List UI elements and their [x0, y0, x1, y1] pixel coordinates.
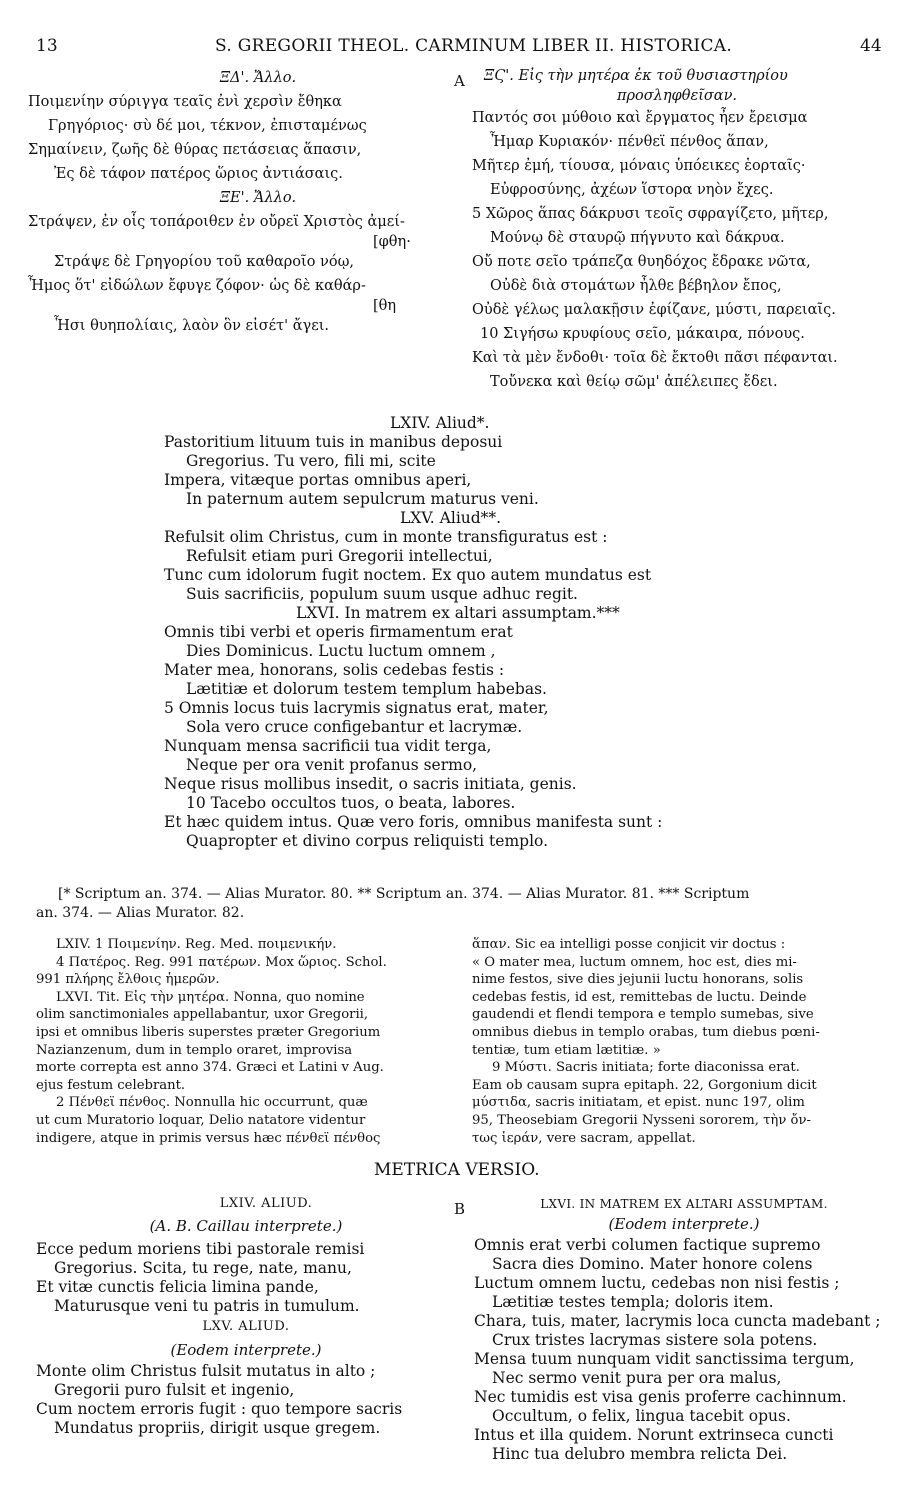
heading-lxiv-text: LXIV. Aliud*. — [390, 414, 490, 432]
note-line: 991 πλήρης ἔλθοις ἡμερῶν. — [36, 972, 220, 988]
verse-line: Suis sacrificiis, populum suum usque adhuc regit. — [186, 585, 578, 603]
verse-line: Mensa tuum nunquam vidit sanctissima tergum, — [474, 1350, 855, 1368]
verse-line: Intus et illa quidem. Norunt extrinseca cuncti — [474, 1426, 834, 1444]
notes-right-column — [472, 936, 892, 1147]
metrica-left-column — [36, 1196, 456, 1438]
note-line: LXIV. 1 Ποιμενίην. Reg. Med. ποιμενικήν. — [56, 937, 337, 952]
verse-line: Neque risus mollibus insedit, o sacris initiata, genis. — [164, 775, 577, 793]
verse-line: Ecce pedum moriens tibi pastorale remisi — [36, 1240, 365, 1258]
verse-continuation: [θη — [373, 298, 397, 314]
note-line: « O mater mea, luctum omnem, hoc est, dies mi- — [472, 954, 797, 970]
note-line: indigere, atque in primis versus hæc πένθεϊ πένθος — [36, 1130, 381, 1146]
verse-line: Mater mea, honorans, solis cedebas festis : — [164, 661, 505, 679]
verse-line: Γρηγόριος· σὺ δέ μοι, τέκνον, ἐπισταμένως — [48, 118, 367, 134]
verse-line: Dies Dominicus. Luctu luctum omnem , — [186, 642, 496, 660]
heading-lxv-aliud: LXV. ALIUD. — [202, 1319, 290, 1334]
verse-line: Luctum omnem luctu, cedebas non nisi festis ; — [474, 1274, 840, 1292]
verse-line: Σημαίνειν, ζωῆς δὲ θύρας πετάσειας ἅπασιν, — [28, 142, 362, 158]
interpreter-eodem: (Eodem interprete.) — [170, 1341, 322, 1359]
note-line: Nazianzenum, dum in templo oraret, improvisa — [36, 1042, 353, 1058]
verse-line: Ἦμαρ Κυριακόν· πένθεϊ πένθος ἅπαν, — [490, 134, 769, 150]
verse-line: Nunquam mensa sacrificii tua vidit terga, — [164, 737, 492, 755]
verse-line: Chara, tuis, mater, lacrymis loca cuncta madebant ; — [474, 1312, 881, 1330]
verse-line: Παντός σοι μύθοιο καὶ ἔργματος ἦεν ἔρεισμα — [472, 110, 808, 126]
metrica-title: METRICA VERSIO. — [374, 1160, 540, 1180]
verse-line: Monte olim Christus fulsit mutatus in alto ; — [36, 1362, 376, 1380]
verse-line: Τοὔνεκα καὶ θείῳ σῶμ' ἀπέλειπες ἔδει. — [490, 374, 778, 390]
verse-line: Gregorius. Tu vero, fili mi, scite — [186, 452, 436, 470]
verse-line: Οὐδὲ διὰ στομάτων ἦλθε βέβηλον ἔπος, — [490, 278, 782, 294]
note-line: omnibus diebus in templo orabas, tum diebus pœni- — [472, 1024, 820, 1040]
heading-lxiv-aliud: LXIV. ALIUD. — [219, 1196, 313, 1211]
note-line: nime festos, sive dies jejunii luctu honorans, solis — [472, 972, 804, 988]
verse-line: Tunc cum idolorum fugit noctem. Ex quo autem mundatus est — [164, 566, 652, 584]
interpreter-eodem: (Eodem interprete.) — [608, 1215, 760, 1233]
note-line: μύστιδα, sacris initiatam, et epist. nunc 197, olim — [472, 1095, 805, 1111]
note-line: ipsi et omnibus liberis superstes præter Gregorium — [36, 1024, 381, 1040]
verse-line: Refulsit etiam puri Gregorii intellectui, — [186, 547, 493, 565]
heading-lxvi: LXVI. In matrem ex altari assumptam.*** — [296, 604, 620, 622]
note-line: 4 Πατέρος. Reg. 991 πατέρων. Mox ὥριος. Schol. — [56, 954, 387, 970]
metrica-right-column — [474, 1196, 894, 1464]
running-title: S. GREGORII THEOL. CARMINUM LIBER II. HISTORICA. — [215, 36, 733, 56]
verse-line: Sola vero cruce configebantur et lacrymæ. — [186, 718, 523, 736]
page-number-left: 13 — [36, 36, 58, 56]
verse-line: Ἐς δὲ τάφον πατέρος ὥριος ἀντιάσαις. — [54, 166, 343, 182]
verse-line: Impera, vitæque portas omnibus aperi, — [164, 471, 472, 489]
note-line: gaudendi et flendi tempora e templo sumebas, sive — [472, 1007, 814, 1023]
footnote-line-1: [* Scriptum an. 374. — Alias Murator. 80. ** Scriptum an. 374. — Alias Murator. 81. *** Scriptum — [58, 886, 750, 902]
heading-xs: ΞϚ'. Εἰς τὴν μητέρα ἐκ τοῦ θυσιαστηρίου — [484, 68, 788, 84]
verse-line: Εὐφροσύνης, ἀχέων ἵστορα νηὸν ἔχες. — [490, 182, 774, 198]
verse-line: 10 Tacebo occultos tuos, o beata, labores. — [186, 794, 516, 812]
heading-xs-cont: προσληφθεῖσαν. — [617, 88, 738, 104]
note-line: olim sanctimoniales appellabantur, uxor Gregorii, — [36, 1007, 369, 1023]
verse-line: Οὔ ποτε σεῖο τράπεζα θυηδόχος ἔδρακε νῶτα, — [472, 254, 811, 270]
verse-line: Lætitiæ et dolorum testem templum habebas. — [186, 680, 547, 698]
note-line: 95, Theosebiam Gregorii Nysseni sororem, τὴν ὄν- — [472, 1112, 811, 1128]
latin-translation — [164, 414, 884, 851]
note-line: morte correpta est anno 374. Græci et Latini v Aug. — [36, 1060, 384, 1076]
note-line: cedebas festis, id est, remittebas de luctu. Deinde — [472, 989, 807, 1005]
verse-line: 5 Omnis locus tuis lacrymis signatus erat, mater, — [164, 699, 549, 717]
heading-lxv: LXV. Aliud**. — [400, 509, 502, 527]
note-line: Eam ob causam supra epitaph. 22, Gorgonium dicit — [472, 1077, 817, 1093]
verse-line: Ἦμος ὅτ' εἰδώλων ἔφυγε ζόφον· ὡς δὲ καθάρ- — [28, 278, 366, 294]
verse-line: Crux tristes lacrymas sistere sola potens. — [492, 1331, 818, 1349]
greek-right-column — [472, 66, 892, 394]
verse-line: Et vitæ cunctis felicia limina pande, — [36, 1278, 319, 1296]
heading-xd: ΞΔ'. Ἄλλο. — [219, 70, 297, 86]
verse-line: Neque per ora venit profanus sermo, — [186, 756, 478, 774]
verse-line: Maturusque veni tu patris in tumulum. — [54, 1297, 360, 1315]
column-marker-b: B — [454, 1200, 466, 1218]
notes-left-column — [36, 936, 456, 1147]
column-marker-a: A — [454, 72, 465, 90]
verse-continuation: [φθη· — [373, 234, 411, 250]
verse-line: Hinc tua delubro membra relicta Dei. — [492, 1445, 788, 1463]
heading-lxvi-in-matrem: LXVI. IN MATREM EX ALTARI ASSUMPTAM. — [540, 1197, 828, 1211]
verse-line: Μῆτερ ἐμή, τίουσα, μόναις ὑπόεικες ἑορταῖς· — [472, 158, 806, 174]
verse-line: 5 Χῶρος ἅπας δάκρυσι τεοῖς σφραγίζετο, μῆτερ, — [472, 206, 829, 222]
heading-lxiv — [164, 414, 884, 433]
verse-line: Nec tumidis est visa genis proferre cachinnum. — [474, 1388, 847, 1406]
note-line: τως ἱεράν, vere sacram, appellat. — [472, 1130, 696, 1146]
verse-line: Lætitiæ testes templa; doloris item. — [492, 1293, 774, 1311]
greek-left-column — [28, 66, 448, 338]
verse-line: Οὐδὲ γέλως μαλακῇσιν ἐφίζανε, μύστι, παρειαῖς. — [472, 302, 836, 318]
verse-line: Gregorius. Scita, tu rege, nate, manu, — [54, 1259, 352, 1277]
verse-line: Στράψεν, ἐν οἷς τοπάροιθεν ἐν οὔρεϊ Χριστὸς ἀμεί- — [28, 214, 405, 230]
note-line: ut cum Muratorio loquar, Delio natatore videntur — [36, 1112, 366, 1128]
verse-line: Nec sermo venit pura per ora malus, — [492, 1369, 782, 1387]
verse-line: In paternum autem sepulcrum maturus veni. — [186, 490, 539, 508]
verse-line: Occultum, o felix, lingua tacebit opus. — [492, 1407, 791, 1425]
note-line: 2 Πένθεϊ πένθος. Nonnulla hic occurrunt, quæ — [56, 1095, 368, 1111]
verse-line: Omnis tibi verbi et operis firmamentum erat — [164, 623, 513, 641]
note-line: 9 Μύστι. Sacris initiata; forte diaconissa erat. — [492, 1060, 800, 1076]
verse-line: Omnis erat verbi columen factique supremo — [474, 1236, 821, 1254]
verse-line: Gregorii puro fulsit et ingenio, — [54, 1381, 295, 1399]
verse-line: Στράψε δὲ Γρηγορίου τοῦ καθαροῖο νόῳ, — [54, 254, 355, 270]
note-line: ἅπαν. Sic ea intelligi posse conjicit vir doctus : — [472, 937, 786, 952]
note-line: ejus festum celebrant. — [36, 1077, 186, 1093]
verse-line: Refulsit olim Christus, cum in monte transfiguratus est : — [164, 528, 608, 546]
footnote-line-2: an. 374. — Alias Murator. 82. — [36, 905, 245, 921]
verse-line: Ἧσι θυηπολίαις, λαὸν ὃν εἰσέτ' ἄγει. — [54, 318, 330, 334]
note-line: tentiæ, tum etiam lætitiæ. » — [472, 1042, 661, 1058]
verse-line: Quapropter et divino corpus reliquisti templo. — [186, 832, 549, 850]
verse-line: Καὶ τὰ μὲν ἔνδοθι· τοῖα δὲ ἔκτοθι πᾶσι πέφανται. — [472, 350, 838, 366]
verse-line: Sacra dies Domino. Mater honore colens — [492, 1255, 813, 1273]
verse-line: Pastoritium lituum tuis in manibus deposui — [164, 433, 503, 451]
verse-line: Cum noctem erroris fugit : quo tempore sacris — [36, 1400, 403, 1418]
verse-line: 10 Σιγήσω κρυφίους σεῖο, μάκαιρα, πόνους. — [480, 326, 805, 342]
interpreter-caillau: (A. B. Caillau interprete.) — [149, 1217, 343, 1235]
verse-line: Ποιμενίην σύριγγα τεαῖς ἐνὶ χερσὶν ἔθηκα — [28, 94, 342, 110]
page-number-right: 44 — [860, 36, 882, 56]
verse-line: Et hæc quidem intus. Quæ vero foris, omnibus manifesta sunt : — [164, 813, 663, 831]
note-line: LXVI. Tit. Εἰς τὴν μητέρα. Nonna, quo nomine — [56, 989, 365, 1005]
heading-xe: ΞΕ'. Ἄλλο. — [219, 190, 297, 206]
verse-line: Mundatus propriis, dirigit usque gregem. — [54, 1419, 381, 1437]
verse-line: Μούνῳ δὲ σταυρῷ πήγνυτο καὶ δάκρυα. — [490, 230, 785, 246]
